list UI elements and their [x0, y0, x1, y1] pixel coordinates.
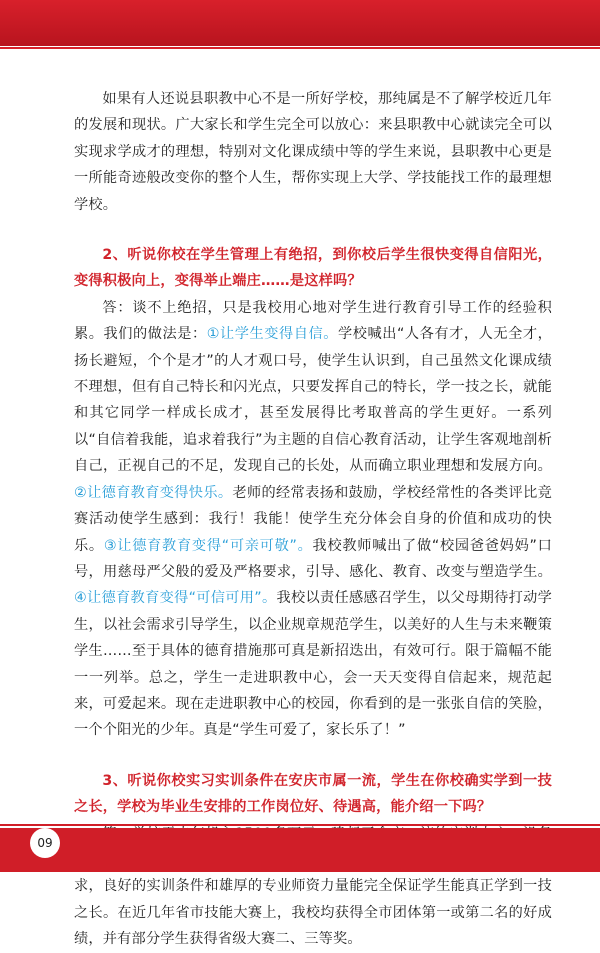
footer-band — [0, 828, 600, 872]
answer-2-highlight-4: ④让德育教育变得“可信可用”。 — [74, 590, 277, 607]
page-number: 09 — [30, 828, 60, 858]
article-body — [74, 86, 552, 953]
answer-2-highlight-2: ②让德育教育变得快乐。 — [74, 484, 233, 501]
answer-2-text-1: 答：谈不上绝招，只是我校用心地对学生进行教育引导工作的经验积累。我们的做法是： — [74, 299, 552, 343]
question-2: 2、听说你校在学生管理上有绝招，到你校后学生很快变得自信阳光，变得积极向上，变得举止端庄……是这样吗？ — [74, 247, 552, 290]
answer-2-text-3: 老师的经常表扬和鼓励，学校经常性的各类评比竞赛活动使学生感到：我行！我能！使学生充分体会自身的价值和成功的快乐。 — [74, 484, 552, 554]
answer-3: 求，良好的实训条件和雄厚的专业师资力量能完全保证学生能真正学到一技之长。在近几年省市技能大赛上，我校均获得全市团体第一或第二名的好成绩，并有部分学生获得省级大赛二、三等奖。 — [74, 878, 552, 948]
answer-2-text-2: 学校喊出“人各有才，人无全才，扬长避短，个个是才”的人才观口号，使学生认识到，自己虽然文化课成绩不理想，但有自己特长和闪光点，只要发挥自己的特长，学一技之长，就能和其它同学一样成长成才，甚至发展得比考取普高的学生更好。一系列以“自信着我能，追求着我行”为主题的自信心教育活动，让学生客观地剖析自己，正视自己的不足，发现自己的长处，从而确立职业理想和发展方向。 — [74, 326, 552, 475]
answer-2 — [74, 295, 552, 744]
question-3: 3、听说你校实习实训条件在安庆市属一流，学生在你校确实学到一技之长，学校为毕业生安排的工作岗位好、待遇高，能介绍一下吗？ — [74, 772, 552, 816]
answer-2-highlight-1: ①让学生变得自信。 — [206, 326, 338, 343]
answer-2-text-5: 我校以责任感感召学生，以父母期待打动学生，以社会需求引导学生，以企业规章规范学生，以美好的人生与未来鞭策学生……至于具体的德育措施那可真是新招迭出，有效可行。限于篇幅不能一一列举。总之，学生一走进职教中心，会一天天变得自信起来，规范起来，可爱起来。现在走进职教中心的校园，你看到的是一张张自信的笑脸，一个个阳光的少年。真是“学生可爱了，家长乐了！” — [74, 590, 552, 739]
header-band — [0, 0, 600, 46]
intro-paragraph: 如果有人还说县职教中心不是一所好学校，那纯属是不了解学校近几年的发展和现状。广大家长和学生完全可以放心：来县职教中心就读完全可以实现求学成才的理想，特别对文化课成绩中等的学生来说，县职教中心更是一所能奇迹般改变你的整个人生，帮你实现上大学、学技能找工作的最理想学校。 — [74, 91, 552, 213]
footer-rule — [0, 824, 600, 826]
header-rule — [0, 47, 600, 49]
answer-2-text-4: 我校教师喊出了做“校园爸爸妈妈”口号，用慈母严父般的爱及严格要求，引导、感化、教育、改变与塑造学生。 — [74, 537, 552, 580]
answer-2-highlight-3: ③让德育教育变得“可亲可敬”。 — [103, 537, 313, 554]
